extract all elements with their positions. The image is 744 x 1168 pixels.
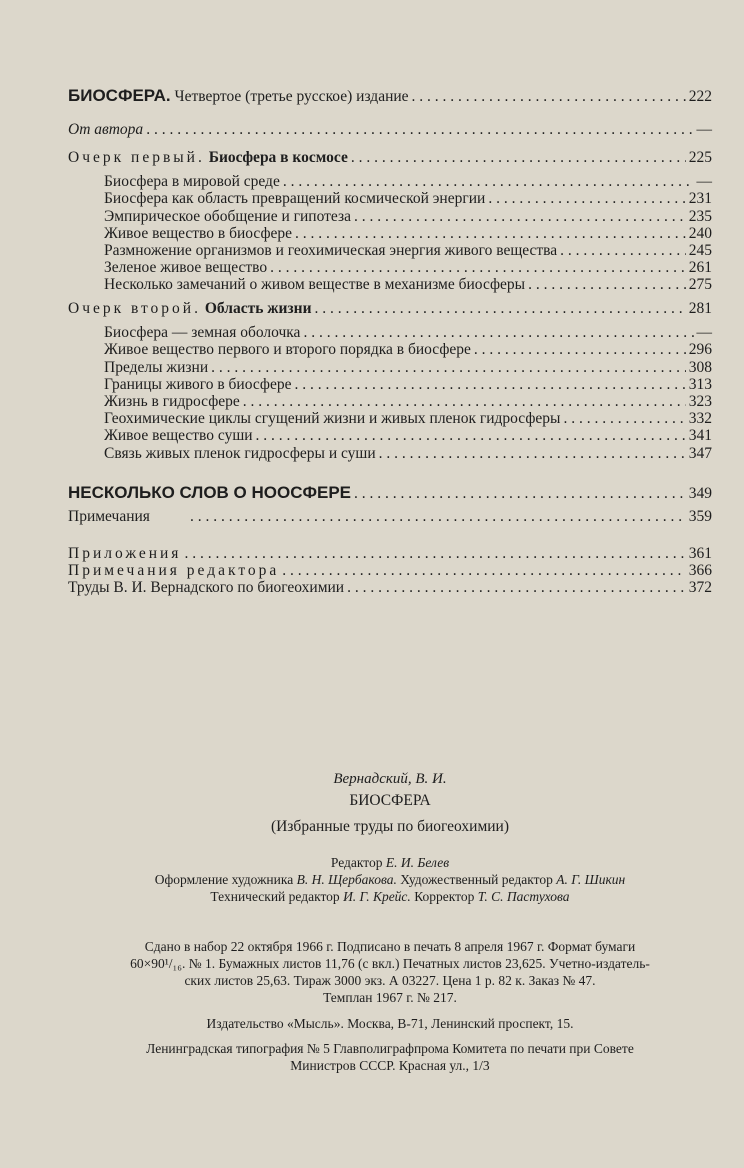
entry-title: Приложения	[68, 545, 182, 562]
page-number: 240	[688, 224, 712, 242]
printer-line-1: Ленинградская типография № 5 Главполиграфпрома Комитета по печати при Совете	[146, 1041, 634, 1056]
dot-leader	[347, 579, 686, 596]
dot-leader	[303, 324, 693, 341]
essay-title: Область жизни	[204, 300, 312, 317]
tech-line	[60, 888, 720, 906]
toc-essay-1	[68, 149, 712, 294]
dot-leader	[488, 190, 685, 207]
toc-subentry	[68, 242, 712, 259]
label: Корректор	[414, 889, 475, 904]
label: Технический редактор	[210, 889, 340, 904]
page-number: 341	[688, 427, 712, 445]
book-subtitle: (Избранные труды по биогеохимии)	[270, 818, 510, 835]
dot-leader	[295, 225, 686, 242]
toc-subentry	[68, 276, 712, 293]
editor-line	[60, 854, 720, 872]
page-number: 366	[688, 562, 712, 580]
dot-leader	[282, 562, 685, 579]
page-number: —	[696, 324, 712, 342]
page-number: 275	[688, 276, 712, 294]
page-number: 347	[688, 444, 712, 462]
editor-name: Е. И. Белев	[385, 855, 450, 870]
dot-leader	[354, 208, 686, 225]
page-number: 308	[688, 358, 712, 376]
dot-leader	[354, 485, 686, 502]
entry-title: Примечания редактора	[68, 562, 280, 580]
entry-title: Границы живого в биосфере	[104, 375, 292, 393]
entry-title: Живое вещество в биосфере	[104, 224, 293, 242]
page-number: 261	[688, 259, 712, 277]
page-number: 235	[688, 207, 712, 225]
page-number: —	[696, 173, 712, 191]
entry-title: Труды В. И. Вернадского по биогеохимии	[68, 579, 345, 597]
toc-subentry	[68, 225, 712, 242]
dot-leader	[412, 88, 686, 105]
toc-subentry	[68, 393, 712, 410]
tech-editor-name: И. Г. Крейс.	[343, 889, 411, 904]
dot-leader	[243, 393, 686, 410]
entry-title: Живое вещество первого и второго порядка в биосфере	[104, 341, 471, 359]
page-number: 313	[688, 375, 712, 393]
proofreader-name: Т. С. Пастухова	[477, 889, 570, 904]
entry-title: Зеленое живое вещество	[104, 259, 268, 277]
page-number: 225	[688, 149, 712, 166]
page-number: 222	[688, 88, 712, 105]
entry-title: БИОСФЕРА.	[68, 86, 171, 105]
page-number: 359	[688, 508, 712, 525]
dot-leader	[270, 259, 686, 276]
dot-leader	[351, 149, 686, 166]
page-number: 332	[688, 410, 712, 428]
entry-title: НЕСКОЛЬКО СЛОВ О НООСФЕРЕ	[68, 483, 352, 502]
entry-title: От автора	[68, 121, 144, 138]
print-line-1: Сдано в набор 22 октября 1966 г. Подписано в печать 8 апреля 1967 г. Формат бумаги	[144, 939, 636, 954]
toc-entry-edition	[68, 87, 712, 105]
page-number: 231	[688, 190, 712, 208]
toc-subentry	[68, 324, 712, 341]
page-number: 245	[688, 242, 712, 260]
entry-title: Эмпирическое обобщение и гипотеза	[104, 207, 351, 225]
dot-leader	[211, 359, 686, 376]
entry-title: Несколько замечаний о живом веществе в механизме биосферы	[104, 276, 526, 294]
dot-leader	[256, 427, 686, 444]
label: Художественный редактор	[400, 872, 553, 887]
page-number: 281	[688, 300, 712, 317]
designer-name: В. Н. Щербакова.	[296, 872, 397, 887]
dot-leader	[294, 376, 685, 393]
page-number: 323	[688, 393, 712, 411]
dot-leader	[563, 410, 685, 427]
publisher-line: Издательство «Мысль». Москва, В-71, Ленинский проспект, 15.	[206, 1016, 574, 1031]
book-title: БИОСФЕРА	[349, 792, 431, 809]
art-editor-name: А. Г. Шикин	[556, 872, 626, 887]
author-name: Вернадский, В. И.	[333, 771, 447, 787]
dot-leader	[315, 300, 686, 317]
toc-entry-notes	[68, 508, 712, 525]
dot-leader	[528, 276, 686, 293]
entry-title: Живое вещество суши	[104, 427, 253, 445]
toc-essay-2	[68, 300, 712, 462]
entry-title: Размножение организмов и геохимическая энергия живого вещества	[104, 242, 558, 260]
entry-title: Примечания	[68, 508, 150, 525]
page-number: 296	[688, 341, 712, 359]
toc-subentry	[68, 359, 712, 376]
entry-title: Биосфера — земная оболочка	[104, 324, 301, 342]
toc-subentry	[68, 190, 712, 207]
toc-entry-noosphere	[68, 484, 712, 502]
entry-title: Пределы жизни	[104, 358, 209, 376]
entry-title: Биосфера как область превращений космической энергии	[104, 190, 486, 208]
print-line-3: ских листов 25,63. Тираж 3000 экз. А 03227. Цена 1 р. 82 к. Заказ № 47.	[184, 973, 596, 988]
toc-subentry	[68, 427, 712, 444]
dot-leader	[190, 508, 686, 525]
toc-entry-from-author	[68, 121, 712, 138]
page-number: 349	[688, 485, 712, 502]
dot-leader	[146, 121, 693, 138]
dot-leader	[560, 242, 686, 259]
entry-title: Жизнь в гидросфере	[104, 393, 240, 411]
page-number: 372	[688, 579, 712, 597]
dot-leader	[379, 445, 686, 462]
toc-subentry	[68, 445, 712, 462]
label: Редактор	[330, 855, 383, 870]
toc-subentry	[68, 341, 712, 358]
page-number: —	[696, 121, 712, 138]
entry-title: Биосфера в мировой среде	[104, 173, 280, 191]
toc-appendix-group	[68, 545, 712, 597]
dot-leader	[474, 341, 686, 358]
toc-subentry	[68, 208, 712, 225]
essay-title: Биосфера в космосе	[208, 149, 348, 166]
toc-subentry	[68, 410, 712, 427]
toc-subentry	[68, 259, 712, 276]
entry-title: Геохимические циклы сгущений жизни и живых пленок гидросферы	[104, 410, 561, 428]
entry-title: Связь живых пленок гидросферы и суши	[104, 444, 376, 462]
toc-subentry	[68, 376, 712, 393]
printer-line-2: Министров СССР. Красная ул., 1/3	[290, 1058, 490, 1073]
print-line-2: 60×90¹/₁₆. № 1. Бумажных листов 11,76 (с вкл.) Печатных листов 23,625. Учетно-издатель-	[130, 956, 650, 971]
essay-prefix: Очерк первый.	[68, 149, 205, 166]
dot-leader	[184, 545, 685, 562]
toc-subentry	[68, 173, 712, 190]
label: Оформление художника	[154, 872, 294, 887]
print-line-4: Темплан 1967 г. № 217.	[323, 990, 457, 1005]
essay-prefix: Очерк второй.	[68, 300, 201, 317]
design-line	[60, 871, 720, 889]
page-number: 361	[688, 545, 712, 562]
dot-leader	[283, 173, 694, 190]
entry-subtitle: Четвертое (третье русское) издание	[174, 88, 409, 105]
